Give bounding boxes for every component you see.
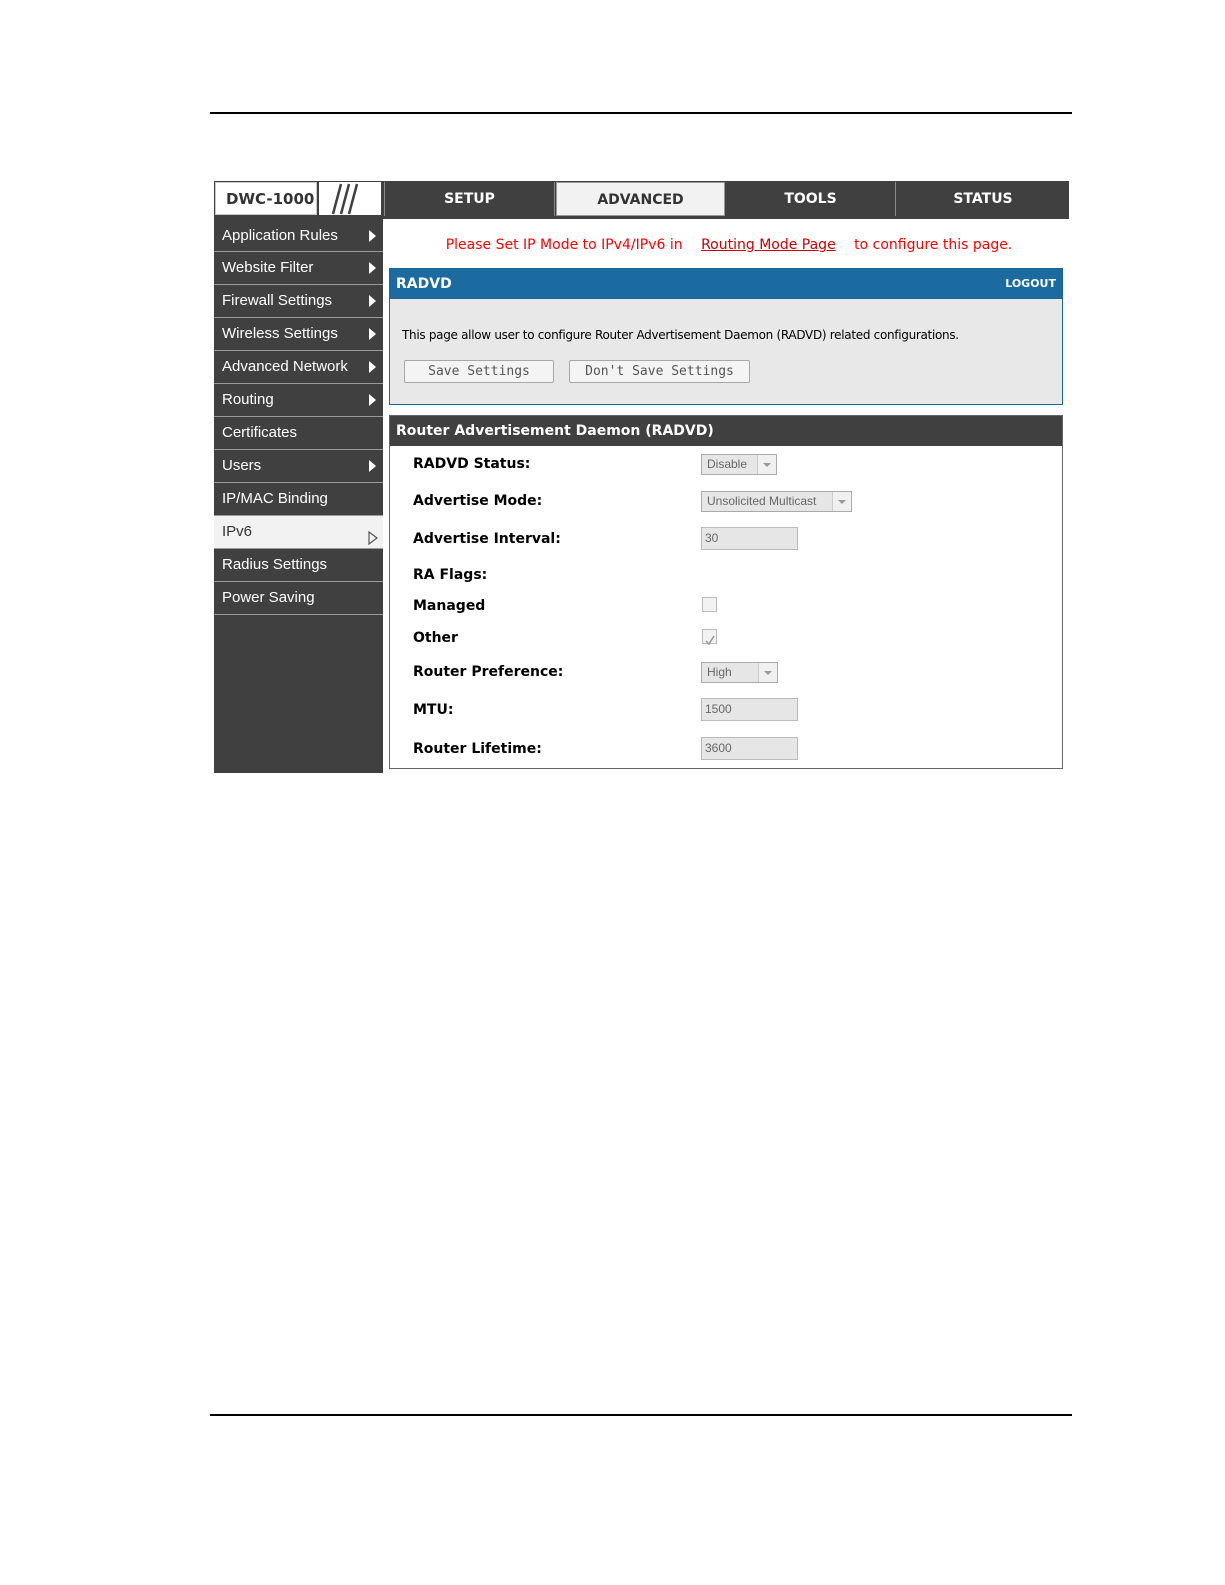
model-logo: DWC-1000	[215, 182, 317, 215]
chevron-right-icon	[369, 328, 376, 340]
sidebar-item-radius-settings[interactable]	[214, 549, 383, 582]
radvd-panel-title: RADVD	[396, 276, 452, 292]
notice-prefix: Please Set IP Mode to IPv4/IPv6 in	[445, 237, 683, 253]
managed-label: Managed	[413, 598, 486, 614]
mtu-label: MTU:	[413, 702, 454, 718]
form-section-title: Router Advertisement Daemon (RADVD)	[390, 416, 1062, 446]
advertise-interval-input[interactable]: 30	[701, 527, 798, 550]
advertise-mode-select[interactable]	[701, 491, 852, 512]
mtu-input[interactable]: 1500	[701, 698, 798, 721]
radvd-panel	[389, 268, 1063, 405]
notice-suffix: to configure this page.	[854, 237, 1013, 253]
sidebar-item-certificates[interactable]	[214, 417, 383, 450]
sidebar-item-ip-mac-binding[interactable]	[214, 483, 383, 516]
tab-setup[interactable]: SETUP	[384, 182, 555, 216]
chevron-right-icon	[369, 394, 376, 406]
tab-advanced[interactable]: ADVANCED	[556, 182, 725, 216]
header-rule	[210, 112, 1072, 114]
radvd-status-label: RADVD Status:	[413, 456, 531, 472]
tab-tools[interactable]: TOOLS	[726, 182, 896, 216]
sidebar-item-ipv6[interactable]	[214, 516, 383, 549]
dont-save-settings-button[interactable]: Don't Save Settings	[569, 360, 750, 383]
router-admin-app	[214, 181, 1069, 773]
router-lifetime-input[interactable]: 3600	[701, 737, 798, 760]
checkmark-icon	[705, 631, 715, 650]
ra-flags-label: RA Flags:	[413, 567, 488, 583]
footer-rule	[210, 1414, 1072, 1416]
sidebar	[214, 219, 383, 773]
radvd-panel-header	[390, 269, 1062, 299]
sidebar-item-label: Power Saving	[222, 589, 315, 606]
sidebar-item-users[interactable]	[214, 450, 383, 483]
chevron-right-icon	[369, 361, 376, 373]
chevron-right-icon	[369, 460, 376, 472]
sidebar-item-label: Application Rules	[222, 227, 338, 244]
router-preference-label: Router Preference:	[413, 664, 564, 680]
sidebar-item-label: Wireless Settings	[222, 325, 338, 342]
radvd-status-value: Disable	[707, 457, 748, 471]
sidebar-item-wireless-settings[interactable]	[214, 318, 383, 351]
chevron-right-icon	[369, 295, 376, 307]
radvd-form	[389, 415, 1063, 769]
chevron-down-icon	[832, 492, 851, 511]
router-preference-select[interactable]	[701, 662, 778, 683]
sidebar-item-label: Users	[222, 457, 262, 474]
sidebar-item-label: Website Filter	[222, 259, 314, 276]
sidebar-item-label: IPv6	[222, 523, 253, 540]
page-description: This page allow user to configure Router Advertisement Daemon (RADVD) related configurations.	[402, 328, 959, 342]
sidebar-item-label: Routing	[222, 391, 274, 408]
sidebar-item-label: IP/MAC Binding	[222, 490, 328, 507]
tab-status[interactable]: STATUS	[897, 182, 1069, 216]
sidebar-item-application-rules[interactable]	[214, 219, 383, 252]
save-settings-button[interactable]: Save Settings	[404, 360, 554, 383]
routing-mode-page-link[interactable]: Routing Mode Page	[701, 237, 836, 253]
sidebar-item-label: Radius Settings	[222, 556, 328, 573]
sidebar-item-website-filter[interactable]	[214, 252, 383, 285]
managed-checkbox[interactable]	[702, 597, 717, 612]
chevron-down-icon	[758, 663, 777, 682]
ip-mode-notice	[389, 237, 1069, 253]
other-label: Other	[413, 630, 458, 646]
chevron-down-icon	[757, 455, 776, 474]
sidebar-item-power-saving[interactable]	[214, 582, 383, 615]
top-navigation-bar	[214, 181, 1069, 219]
chevron-right-icon	[369, 230, 376, 242]
sidebar-item-label: Firewall Settings	[222, 292, 333, 309]
router-preference-value: High	[707, 665, 732, 679]
logout-link[interactable]: LOGOUT	[1005, 277, 1056, 290]
sidebar-item-label: Certificates	[222, 424, 298, 441]
sidebar-item-firewall-settings[interactable]	[214, 285, 383, 318]
advertise-mode-value: Unsolicited Multicast	[707, 494, 817, 508]
radvd-status-select[interactable]	[701, 454, 777, 475]
other-checkbox[interactable]	[702, 629, 717, 644]
advertise-mode-label: Advertise Mode:	[413, 493, 543, 509]
chevron-right-icon	[369, 262, 376, 274]
router-lifetime-label: Router Lifetime:	[413, 741, 542, 757]
sidebar-item-advanced-network[interactable]	[214, 351, 383, 384]
logo-slash-decoration	[319, 182, 381, 215]
sidebar-item-label: Advanced Network	[222, 358, 348, 375]
sidebar-item-routing[interactable]	[214, 384, 383, 417]
advertise-interval-label: Advertise Interval:	[413, 531, 561, 547]
